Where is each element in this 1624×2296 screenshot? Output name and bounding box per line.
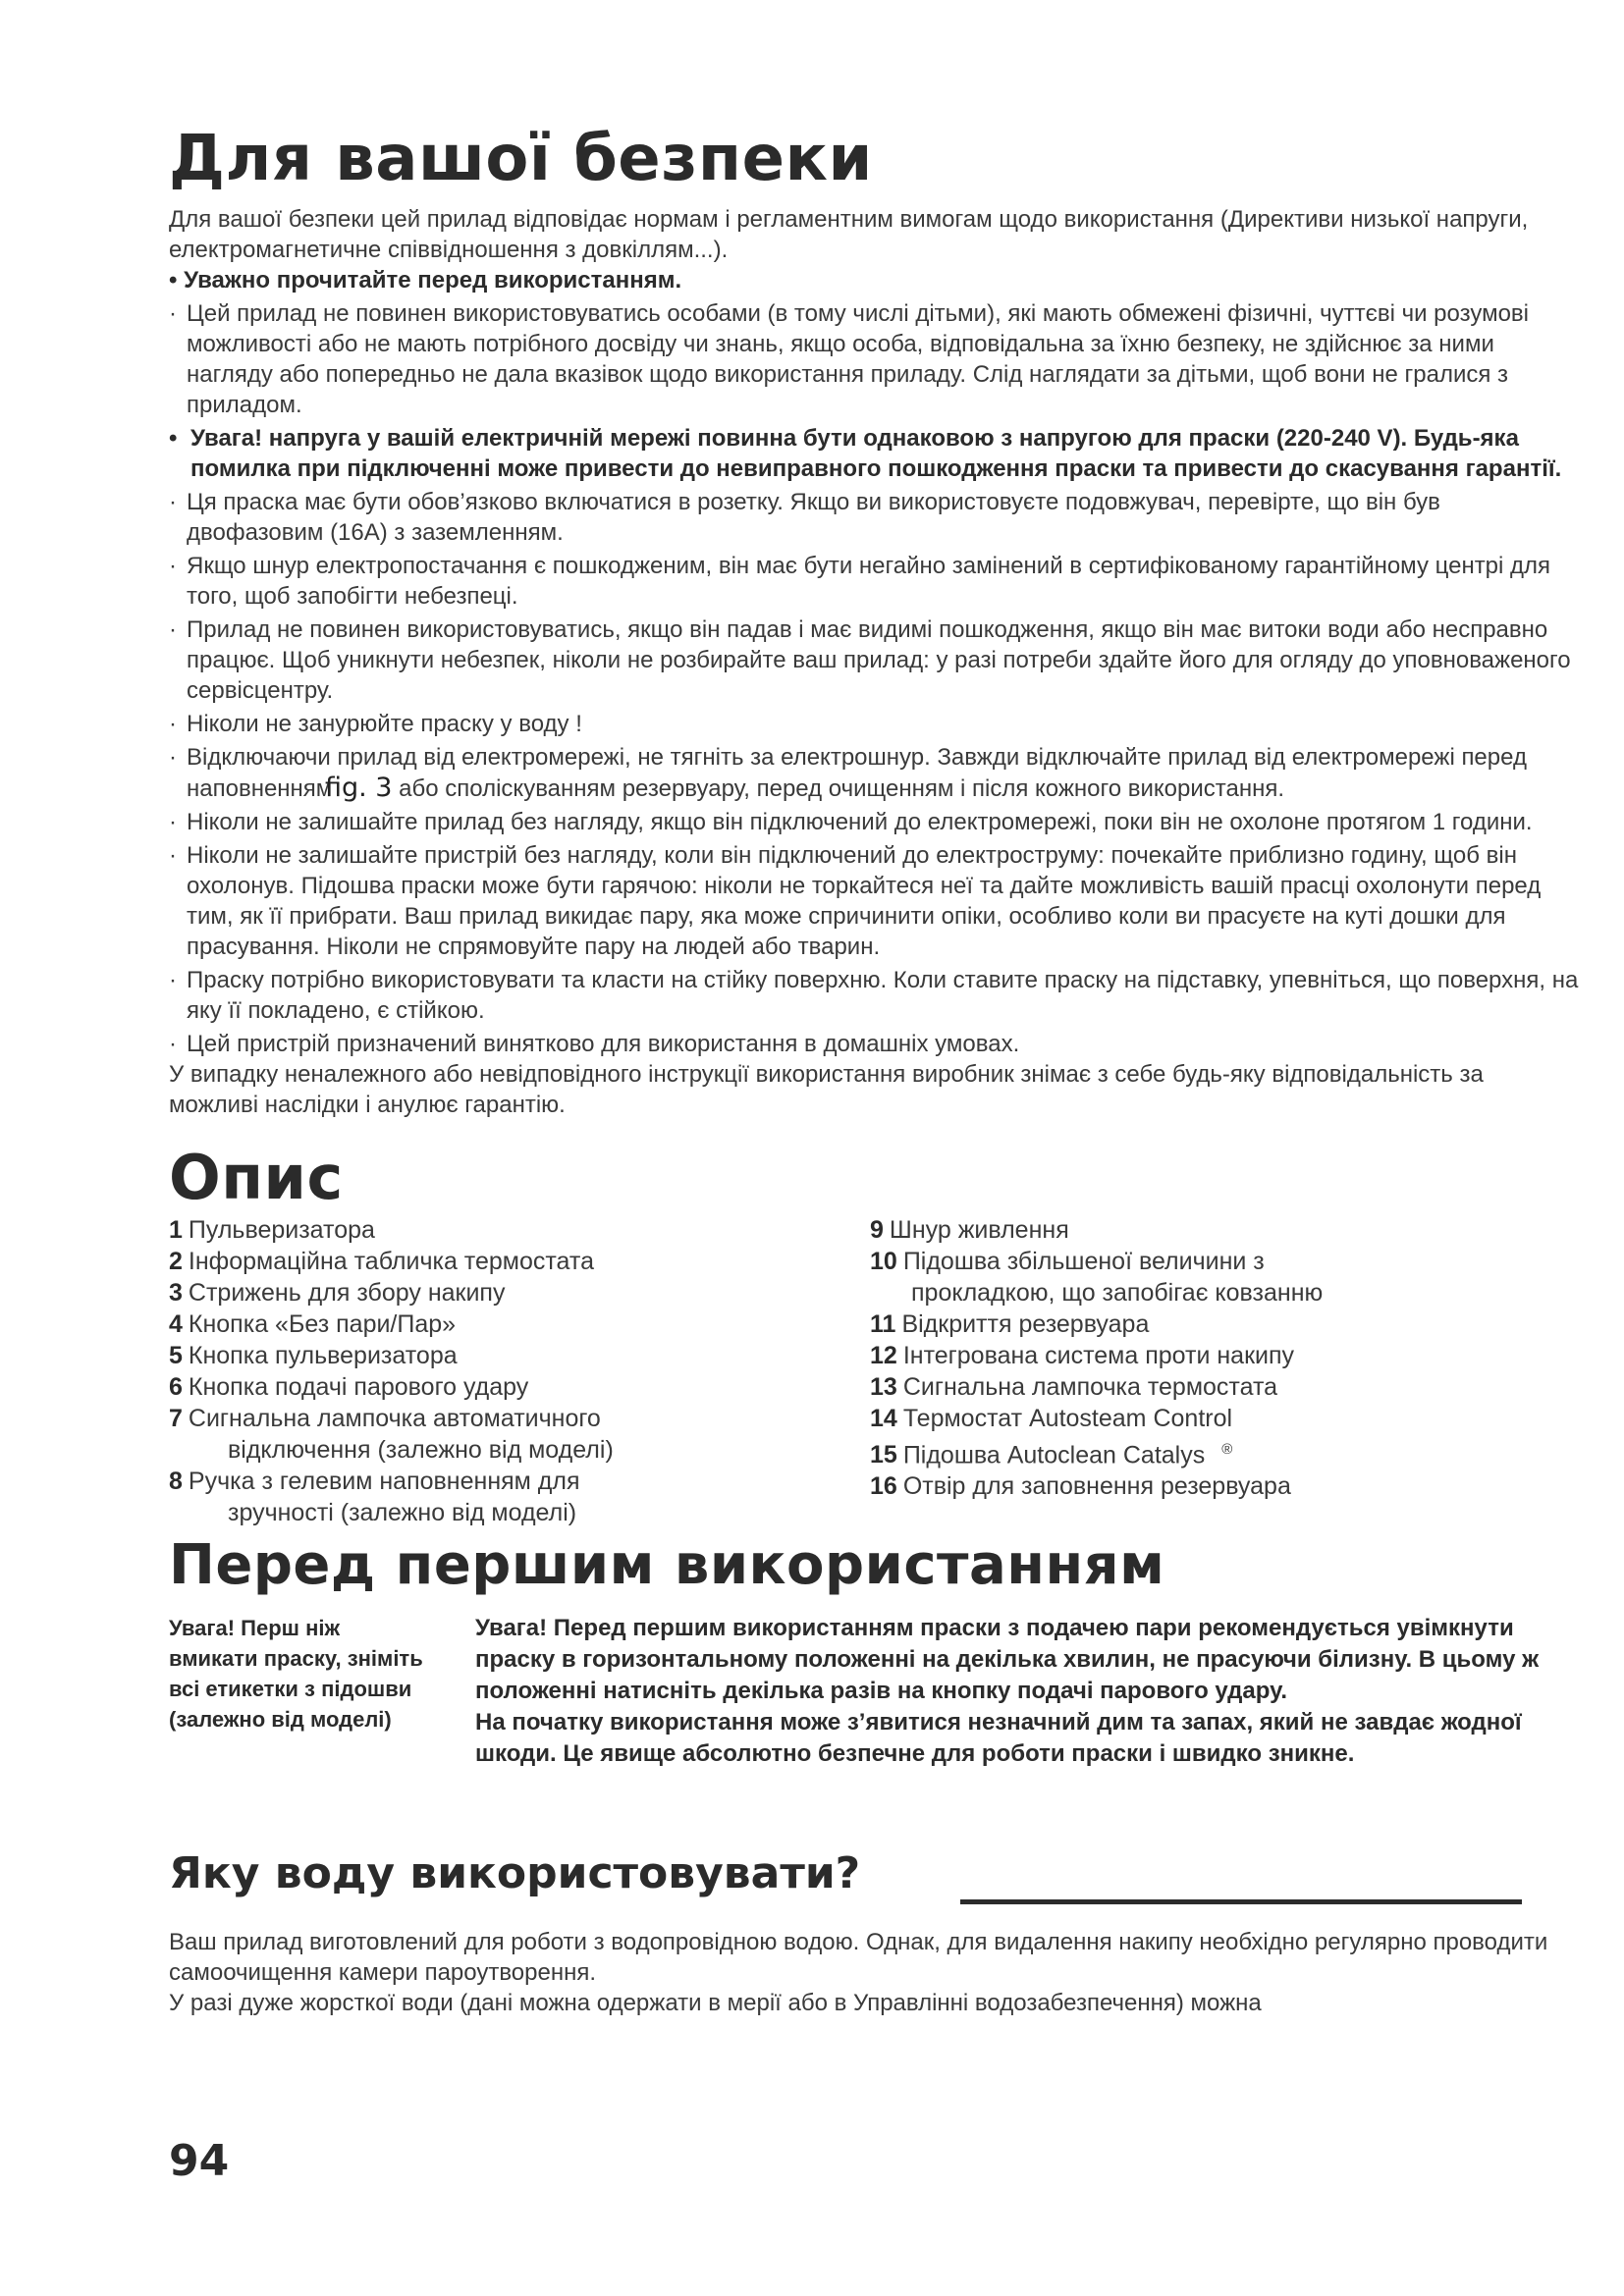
part-item: 5 Кнопка пульверизатора <box>169 1342 458 1369</box>
safety-intro: Для вашої безпеки цей прилад відповідає нормам і регламентним вимогам щодо використання (Директиви низької напруги, електромагнетичне співвідношення з довкіллям...). <box>169 206 1529 263</box>
read-carefully-note: • Уважно прочитайте перед використанням. <box>169 267 682 294</box>
bullet: · <box>169 967 177 993</box>
safety-item: · Прилад не повинен використовуватись, якщо він падав і має видимі пошкодження, якщо він має витоки води або несправно працює. Щоб уникнути небезпек, ніколи не розбирайте ваш прилад: у разі потреби здайте його для огляду до уповноваженого сервісцентру. <box>169 616 1571 704</box>
part-item: 4 Кнопка «Без пари/Пар» <box>169 1310 457 1338</box>
safety-item: · Ця праска має бути обов’язково включатися в розетку. Якщо ви використовуєте подовжувач, перевірте, що він був двофазовим (16А) з заземленням. <box>169 489 1440 546</box>
bullet: · <box>169 809 177 835</box>
water-paragraph: Ваш прилад виготовлений для роботи з водопровідною водою. Однак, для видалення накипу необхідно регулярно проводити самоочищення камери пароутворення. <box>169 1929 1548 1986</box>
first-use-section <box>169 1613 1579 1833</box>
label-removal-note: Увага! Перш ніж вмикати праску, зніміть всі етикетки з підошви (залежно від моделі) <box>169 1616 423 1732</box>
part-item: 9 Шнур живлення <box>870 1216 1069 1244</box>
safety-item: · Якщо шнур електропостачання є пошкодженим, він має бути негайно замінений в сертифікованому гарантійному центрі для того, щоб запобігти небезпеці. <box>169 553 1551 610</box>
liability-note: У випадку неналежного або невідповідного інструкції використання виробник знімає з себе будь-яку відповідальність за можливі наслідки і анулює гарантію. <box>169 1061 1484 1118</box>
part-item: 15 Підошва Autoclean Catalys ® <box>870 1441 1233 1469</box>
part-item: 1 Пульверизатора <box>169 1216 375 1244</box>
part-item: 7 Сигнальна лампочка автоматичного відключення (залежно від моделі) <box>169 1405 614 1464</box>
parts-list <box>169 1214 1579 1526</box>
manual-page <box>169 123 1579 2018</box>
safety-item: · Ніколи не залишайте пристрій без нагляду, коли він підключений до електроструму: почекайте приблизно годину, щоб він охолонув. Підошва праски може бути гарячою: ніколи не торкайтеся неї та дайте можливість вашій прасці охолонути перед тим, як її прибрати. Ваш прилад викидає пару, яка може спричинити опіки, особливо коли ви прасуєте на куті дошки для прасування. Ніколи не спрямовуйте пару на людей або тварин. <box>169 842 1542 960</box>
parts-column-right <box>870 1214 1577 1502</box>
figure-reference: fig. 3 <box>324 773 393 803</box>
first-use-instructions <box>475 1613 1575 1770</box>
safety-section <box>169 204 1579 1120</box>
part-item: 16 Отвір для заповнення резервуара <box>870 1472 1291 1501</box>
bullet: · <box>169 489 177 515</box>
bullet: · <box>169 1031 177 1057</box>
bullet: · <box>169 553 177 579</box>
part-item: 14 Термостат Autosteam Control <box>870 1405 1233 1432</box>
bullet: · <box>169 616 177 643</box>
first-use-heading: Перед першим використанням <box>169 1533 1165 1597</box>
unplug-text-end: або споліскуванням резервуару, перед очищенням і після кожного використання. <box>399 775 1285 802</box>
safety-item: · Ніколи не занурюйте праску у воду ! <box>169 711 582 737</box>
bullet: · <box>169 711 177 737</box>
part-item: 3 Стрижень для збору накипу <box>169 1279 506 1307</box>
smoke-note: На початку використання може з’явитися незначний дим та запах, який не завдає жодної шкоди. Це явище абсолютно безпечне для роботи праски і швидко зникне. <box>475 1709 1522 1767</box>
voltage-warning: • Увага! напруга у вашій електричній мережі повинна бути однаковою з напругою для праски (220-240 V). Будь-яка помилка при підключенні може привести до невиправного пошкодження праски та привести до скасування гарантії. <box>169 425 1562 482</box>
part-item: 10 Підошва збільшеної величини з прокладкою, що запобігає ковзанню <box>870 1248 1324 1307</box>
safety-heading: Для вашої безпеки <box>169 123 873 195</box>
water-heading-row <box>169 1848 1579 1921</box>
part-item: 2 Інформаційна табличка термостата <box>169 1248 594 1275</box>
bullet: · <box>169 744 177 771</box>
part-item: 12 Інтегрована система проти накипу <box>870 1342 1295 1369</box>
unplug-text-start: Відключаючи прилад від електромережі, не тягніть за електрошнур. Завжди відключайте прилад від електромережі перед наповненням <box>187 744 1527 802</box>
part-item: 8 Ручка з гелевим наповненням для зручності (залежно від моделі) <box>169 1468 580 1526</box>
safety-item: · Цей прилад не повинен використовуватись особами (в тому числі дітьми), які мають обмежені фізичні, чуттєві чи розумові можливості або не мають потрібного досвіду чи знань, якщо особа, відповідальна за їхню безпеку, не здійснює за ними нагляду або попередньо не дала вказівок щодо використання приладу. Слід наглядати за дітьми, щоб вони не гралися з приладом. <box>169 300 1529 418</box>
bullet: · <box>169 300 177 327</box>
part-item: 13 Сигнальна лампочка термостата <box>870 1373 1278 1401</box>
page-number: 94 <box>169 2136 230 2186</box>
water-section <box>169 1927 1579 2018</box>
registered-mark: ® <box>1221 1441 1233 1458</box>
first-use-warning: Увага! Перед першим використанням праски з подачею пари рекомендується увімкнути праску в горизонтальному положенні на декілька хвилин, не прасуючи білизну. В цьому ж положенні натисніть декілька разів на кнопку подачі парового удару. <box>475 1615 1540 1704</box>
safety-item: · Цей пристрій призначений винятково для використання в домашніх умовах. <box>169 1031 1020 1057</box>
part-item: 6 Кнопка подачі парового удару <box>169 1373 529 1401</box>
part-item: 11 Відкриття резервуара <box>870 1310 1150 1338</box>
safety-item-unplug <box>169 742 1579 804</box>
bullet: · <box>169 842 177 869</box>
description-heading: Опис <box>169 1142 344 1213</box>
heading-rule <box>960 1899 1522 1904</box>
parts-column-left <box>169 1214 719 1528</box>
water-paragraph: У разі дуже жорсткої води (дані можна одержати в мерії або в Управлінні водозабезпечення) можна <box>169 1990 1262 2016</box>
bullet: • <box>169 425 178 452</box>
safety-item: · Ніколи не залишайте прилад без нагляду, якщо він підключений до електромережі, поки він не охолоне протягом 1 години. <box>169 809 1533 835</box>
safety-item: · Праску потрібно використовувати та класти на стійку поверхню. Коли ставите праску на підставку, упевніться, що поверхня, на яку її покладено, є стійкою. <box>169 967 1579 1024</box>
water-heading: Яку воду використовувати? <box>169 1848 861 1898</box>
